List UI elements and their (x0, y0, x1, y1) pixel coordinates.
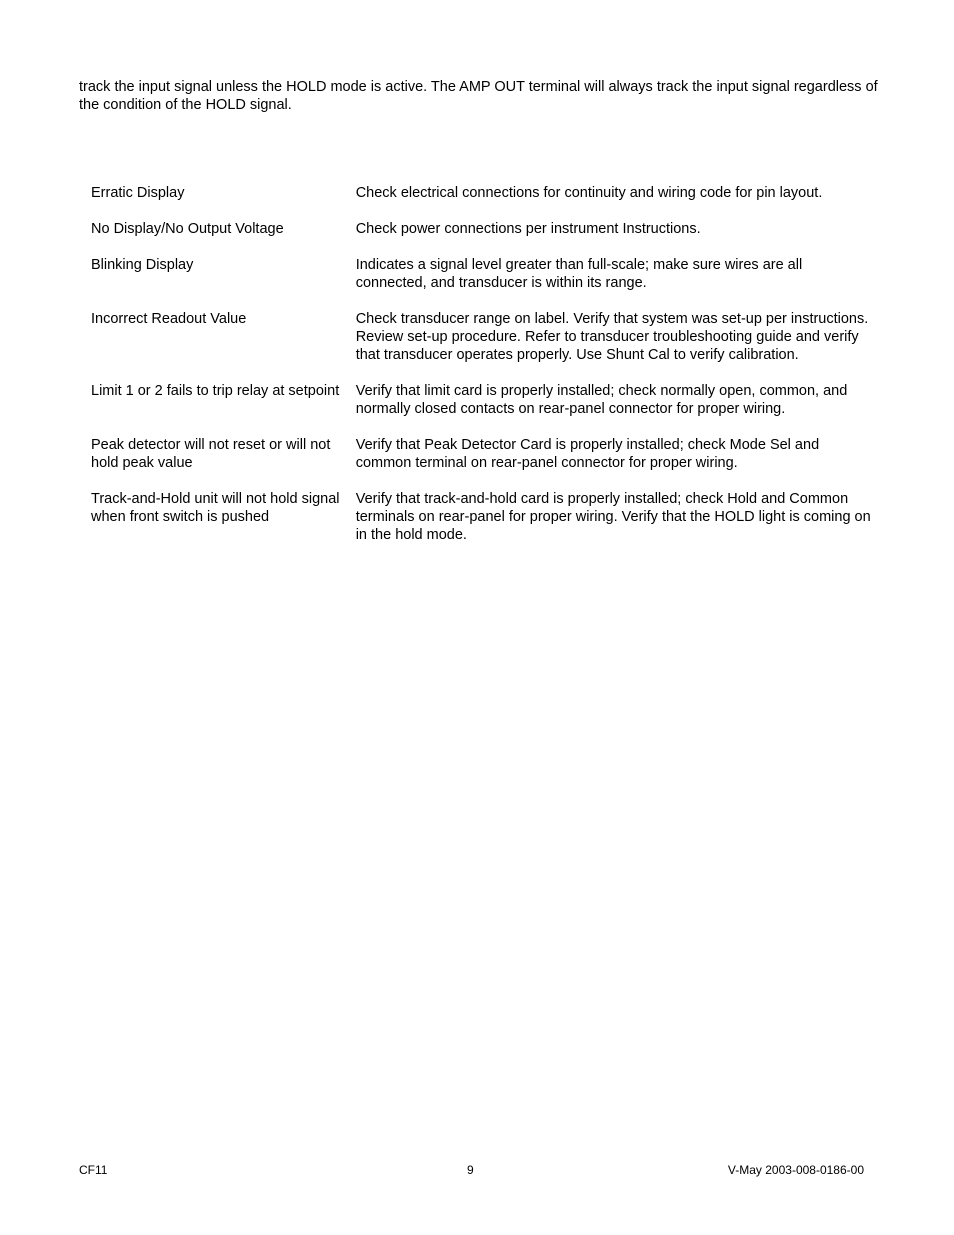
table-row (91, 256, 871, 310)
remedy-cell: Verify that track-and-hold card is properly installed; check Hold and Common terminals on rear-panel for proper wiring. Verify that the HOLD light is coming on in the hold mode. (355, 491, 871, 543)
symptom-cell: Limit 1 or 2 fails to trip relay at setpoint (91, 383, 340, 399)
table-row (91, 184, 871, 220)
page-number: 9 (467, 1163, 474, 1177)
remedy-cell: Check electrical connections for continuity and wiring code for pin layout. (355, 185, 823, 201)
remedy-cell: Verify that Peak Detector Card is properly installed; check Mode Sel and common terminal on rear-panel connector for proper wiring. (355, 437, 820, 471)
remedy-cell: Indicates a signal level greater than full-scale; make sure wires are all connected, and transducer is within its range. (355, 257, 803, 291)
footer-model: CF11 (79, 1163, 108, 1177)
table-row (91, 436, 871, 490)
remedy-cell: Verify that limit card is properly installed; check normally open, common, and normally closed contacts on rear-panel connector for proper wiring. (355, 383, 848, 417)
intro-paragraph: track the input signal unless the HOLD mode is active. The AMP OUT terminal will always track the input signal regardless of the condition of the HOLD signal. (79, 79, 878, 113)
footer-revision: V-May 2003-008-0186-00 (727, 1163, 864, 1177)
table-row (91, 490, 871, 562)
table-row (91, 220, 871, 256)
symptom-cell: Blinking Display (91, 257, 194, 273)
troubleshooting-table (91, 184, 871, 562)
symptom-cell: Erratic Display (91, 185, 185, 201)
symptom-cell: No Display/No Output Voltage (91, 221, 284, 237)
remedy-cell: Check power connections per instrument Instructions. (355, 221, 701, 237)
remedy-cell: Check transducer range on label. Verify that system was set-up per instructions. Review set-up procedure. Refer to transducer troubleshooting guide and verify that transducer operates properly. Use Shunt Cal to verify calibration. (355, 311, 869, 363)
table-row (91, 382, 871, 436)
symptom-cell: Incorrect Readout Value (91, 311, 247, 327)
table-row (91, 310, 871, 382)
symptom-cell: Peak detector will not reset or will not hold peak value (91, 437, 331, 471)
symptom-cell: Track-and-Hold unit will not hold signal when front switch is pushed (91, 491, 340, 525)
